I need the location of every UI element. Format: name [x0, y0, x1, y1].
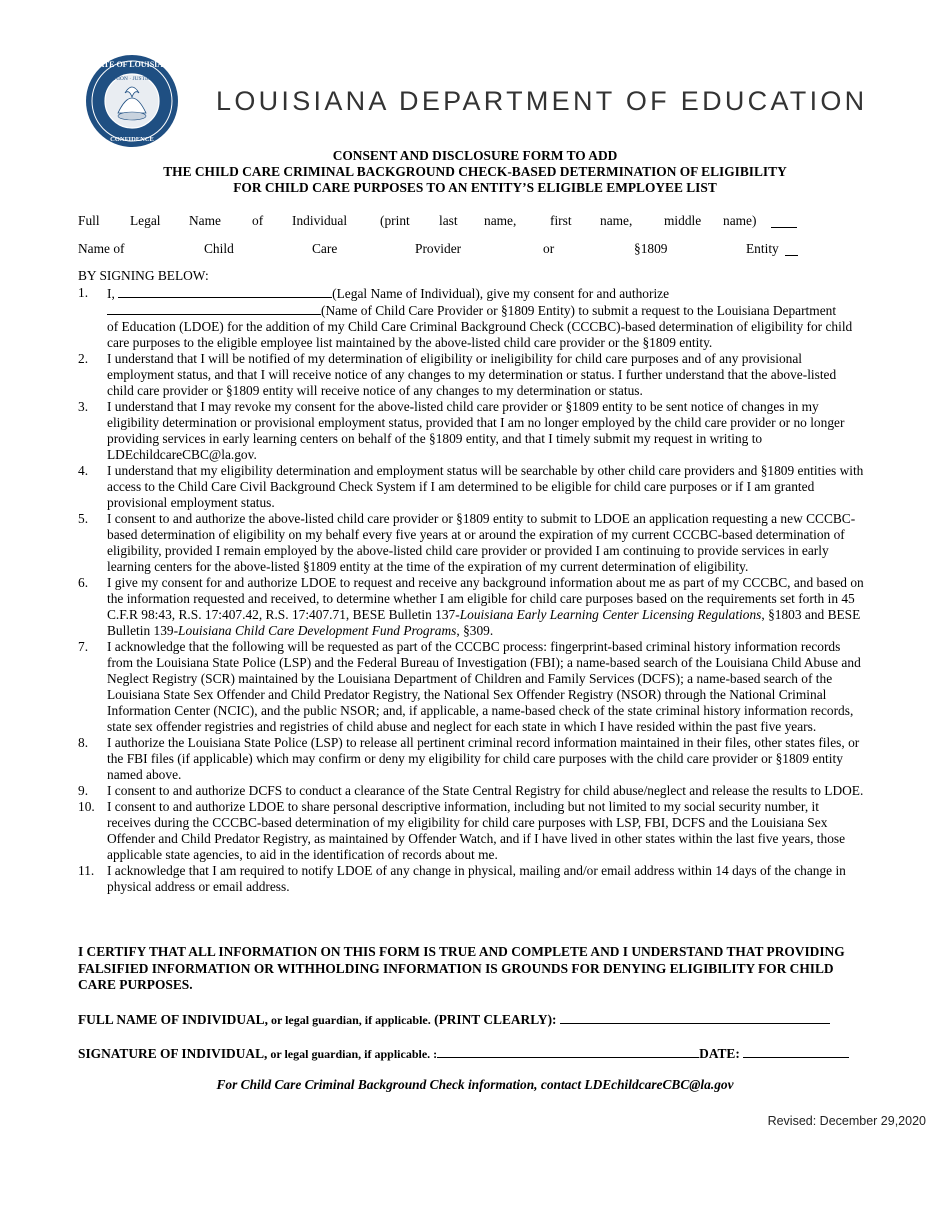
item-text-part: , §1803 and BESE Bulletin 139- — [107, 607, 861, 638]
full-name-label: FULL NAME OF INDIVIDUAL, — [78, 1012, 268, 1027]
label-word: Care — [312, 241, 338, 256]
item-number: 6. — [78, 575, 89, 590]
item-text-italic: Louisiana Child Care Development Fund Programs — [178, 623, 457, 638]
full-legal-name-row — [78, 213, 872, 231]
item-text — [107, 575, 864, 639]
item-text: I understand that I may revoke my consent for the above-listed child care provider or §1809 entity to be sent notice of changes in my eligibility determination or provisional employment status, provided that I am no longer employed by the child care provider or no longer providing services in early learning centers on behalf of the §1809 entity, and that I timely submit my request in writing to LDEchildcareCBC@la.gov. — [107, 399, 845, 462]
full-name-print-note: (PRINT CLEARLY): — [430, 1012, 557, 1027]
label-word: or — [543, 241, 555, 256]
seal-text-top: STATE OF LOUISIANA — [89, 60, 175, 69]
list-item — [78, 783, 864, 799]
item-number: 7. — [78, 639, 89, 654]
label-word: last — [439, 213, 458, 228]
list-item — [78, 351, 864, 399]
list-item — [78, 863, 864, 895]
revised-date: Revised: December 29,2020 — [767, 1114, 926, 1128]
date-input[interactable] — [743, 1045, 849, 1058]
item-text: (Name of Child Care Provider or §1809 Entity) to submit a request to the Louisiana Department — [321, 303, 837, 318]
certification-statement: I CERTIFY THAT ALL INFORMATION ON THIS FORM IS TRUE AND COMPLETE AND I UNDERSTAND THAT PROVIDING FALSIFIED INFORMATION OR WITHHOLDING INFORMATION IS GROUNDS FOR DENYING ELIGIBILITY FOR CHILD CARE PURPOSES. — [78, 944, 845, 992]
list-item — [78, 735, 864, 783]
form-title-line-1: CONSENT AND DISCLOSURE FORM TO ADD — [332, 148, 618, 163]
list-item — [78, 575, 864, 639]
item-number: 10. — [78, 799, 95, 814]
list-item — [78, 799, 864, 863]
form-title-line-2: THE CHILD CARE CRIMINAL BACKGROUND CHECK-BASED DETERMINATION OF ELIGIBILITY — [163, 164, 787, 179]
item-text-italic: Louisiana Early Learning Center Licensing Regulations — [459, 607, 762, 622]
signature-input[interactable] — [437, 1045, 699, 1058]
provider-name-input[interactable] — [785, 243, 798, 256]
contact-info: For Child Care Criminal Background Check information, contact LDEchildcareCBC@la.gov — [216, 1077, 734, 1092]
item-number: 3. — [78, 399, 89, 414]
item-text: I acknowledge that the following will be requested as part of the CCCBC process: fingerprint-based criminal history information records from the Louisiana State Police (LSP) and the Federal Bureau of Investigation (FBI); a name-based search of the Louisiana Child Abuse and Neglect Registry (SCR) maintained by the Louisiana Department of Children and Family Services (DCFS); a name-based search of the Louisiana State Sex Offender and Child Predator Registry, the National Sex Offender Registry (NSOR) through the National Criminal Information Center (NCIC), and the public NSOR; and, if applicable, a name-based check of the state criminal history information records, state sex offender registries and registries of child abuse and neglect for each state in which I have resided within the past five years. — [107, 639, 861, 734]
item-text: (Legal Name of Individual), give my consent for and authorize — [332, 286, 670, 301]
seal-text-bottom: CONFIDENCE — [110, 136, 154, 143]
label-word: Name of — [78, 241, 125, 256]
label-word: Provider — [415, 241, 462, 256]
consent-list — [78, 285, 864, 895]
full-name-input[interactable] — [560, 1011, 830, 1024]
label-word: (print — [380, 213, 410, 228]
item-text: I consent to and authorize the above-listed child care provider or §1809 entity to submit to LDOE an application requesting a new CCCBC-based determination of eligibility on my behalf every five years at or around the expiration of my current CCCBC-based determination of eligibility, provided I remain employed by the above-listed child care provider or provided I am continuing to provide services in early learning centers for the above-listed §1809 entity at the time of the expiration of my current determination of eligibility. — [107, 511, 856, 574]
signature-label: SIGNATURE OF INDIVIDUAL, — [78, 1046, 268, 1061]
label-word: §1809 — [634, 241, 668, 256]
seal-text-middle: UNION · JUSTICE — [110, 76, 154, 82]
form-title-line-3: FOR CHILD CARE PURPOSES TO AN ENTITY’S ELIGIBLE EMPLOYEE LIST — [233, 180, 717, 195]
item-text: I authorize the Louisiana State Police (LSP) to release all pertinent criminal record information maintained in their files, other states files, or the FBI files (if applicable) which may confirm or deny my eligibility for child care purposes with the child care provider or §1809 entity named above. — [107, 735, 860, 782]
item-number: 11. — [78, 863, 95, 878]
item-text: I acknowledge that I am required to notify LDOE of any change in physical, mailing and/or email address within 14 days of the change in physical address or email address. — [107, 863, 846, 894]
org-name: LOUISIANA DEPARTMENT OF EDUCATION — [216, 86, 868, 116]
form-title — [78, 148, 872, 196]
by-signing-heading: BY SIGNING BELOW: — [78, 268, 209, 283]
legal-name-of-individual-input[interactable] — [118, 285, 332, 298]
louisiana-state-seal — [78, 53, 186, 149]
provider-entity-name-input[interactable] — [107, 302, 321, 315]
date-label: DATE: — [699, 1046, 740, 1061]
item-text-part: I give my consent for and authorize LDOE to request and receive any background information about me as part of my CCCBC, and based on the information requested and received, to determine whether I am eligible for child care purposes based on the requirements set forth in 45 C.F.R 98:43, R.S. 17:407.42, R.S. 17:407.71, BESE Bulletin 137- — [107, 575, 864, 622]
item-number: 9. — [78, 783, 89, 798]
label-word: Legal — [130, 213, 161, 228]
item-text-part: , §309. — [456, 623, 494, 638]
label-word: of — [252, 213, 264, 228]
label-word: name) — [723, 213, 757, 228]
list-item — [78, 511, 864, 575]
item-number: 4. — [78, 463, 89, 478]
signature-row — [78, 1045, 849, 1062]
item-number: 1. — [78, 285, 89, 300]
list-item — [78, 639, 864, 735]
list-item — [78, 463, 864, 511]
list-item — [78, 399, 864, 463]
label-word: middle — [664, 213, 702, 228]
label-word: Entity — [746, 241, 779, 256]
label-word: Full — [78, 213, 100, 228]
item-text: of Education (LDOE) for the addition of my Child Care Criminal Background Check (CCCBC)-based determination of eligibility for child care purposes to the eligible employee list maintained by the above-listed child care provider or the §1809 entity. — [107, 319, 853, 350]
full-name-guardian-note: or legal guardian, if applicable. — [267, 1013, 431, 1027]
item-text: I understand that I will be notified of my determination of eligibility or ineligibility for child care purposes and of any provisional employment status, and that I will receive notice of any changes to my determination or status. I further understand that the above-listed child care provider or §1809 entity will receive notice of any changes to my determination or status. — [107, 351, 837, 398]
full-name-signature-row — [78, 1011, 830, 1028]
item-number: 5. — [78, 511, 89, 526]
label-word: name, — [600, 213, 633, 228]
item-text: I consent to and authorize DCFS to conduct a clearance of the State Central Registry for child abuse/neglect and release the results to LDOE. — [107, 783, 864, 798]
label-word: Child — [204, 241, 234, 256]
label-word: name, — [484, 213, 517, 228]
list-item — [78, 285, 864, 351]
item-text: I understand that my eligibility determination and employment status will be searchable by other child care providers and §1809 entities with access to the Child Care Civil Background Check System if I am determined to be eligible for child care purposes or if I am granted provisional employment status. — [107, 463, 864, 510]
item-text: I, — [107, 286, 115, 301]
label-word: first — [550, 213, 572, 228]
full-legal-name-input[interactable] — [771, 215, 797, 228]
provider-name-row — [78, 241, 872, 259]
item-text: I consent to and authorize LDOE to share personal descriptive information, including but not limited to my social security number, it receives during the CCCBC-based determination of my eligibility for child care purposes with LSP, FBI, DCFS and the Louisiana Sex Offender and Child Predator Registry, as maintained by Offender Watch, and if I have lived in other states within the last five years, those applicable state agencies, to aid in the identification of records about me. — [107, 799, 846, 862]
item-number: 8. — [78, 735, 89, 750]
signature-guardian-note: or legal guardian, if applicable. : — [267, 1047, 438, 1061]
label-word: Individual — [292, 213, 348, 228]
label-word: Name — [189, 213, 221, 228]
item-number: 2. — [78, 351, 89, 366]
